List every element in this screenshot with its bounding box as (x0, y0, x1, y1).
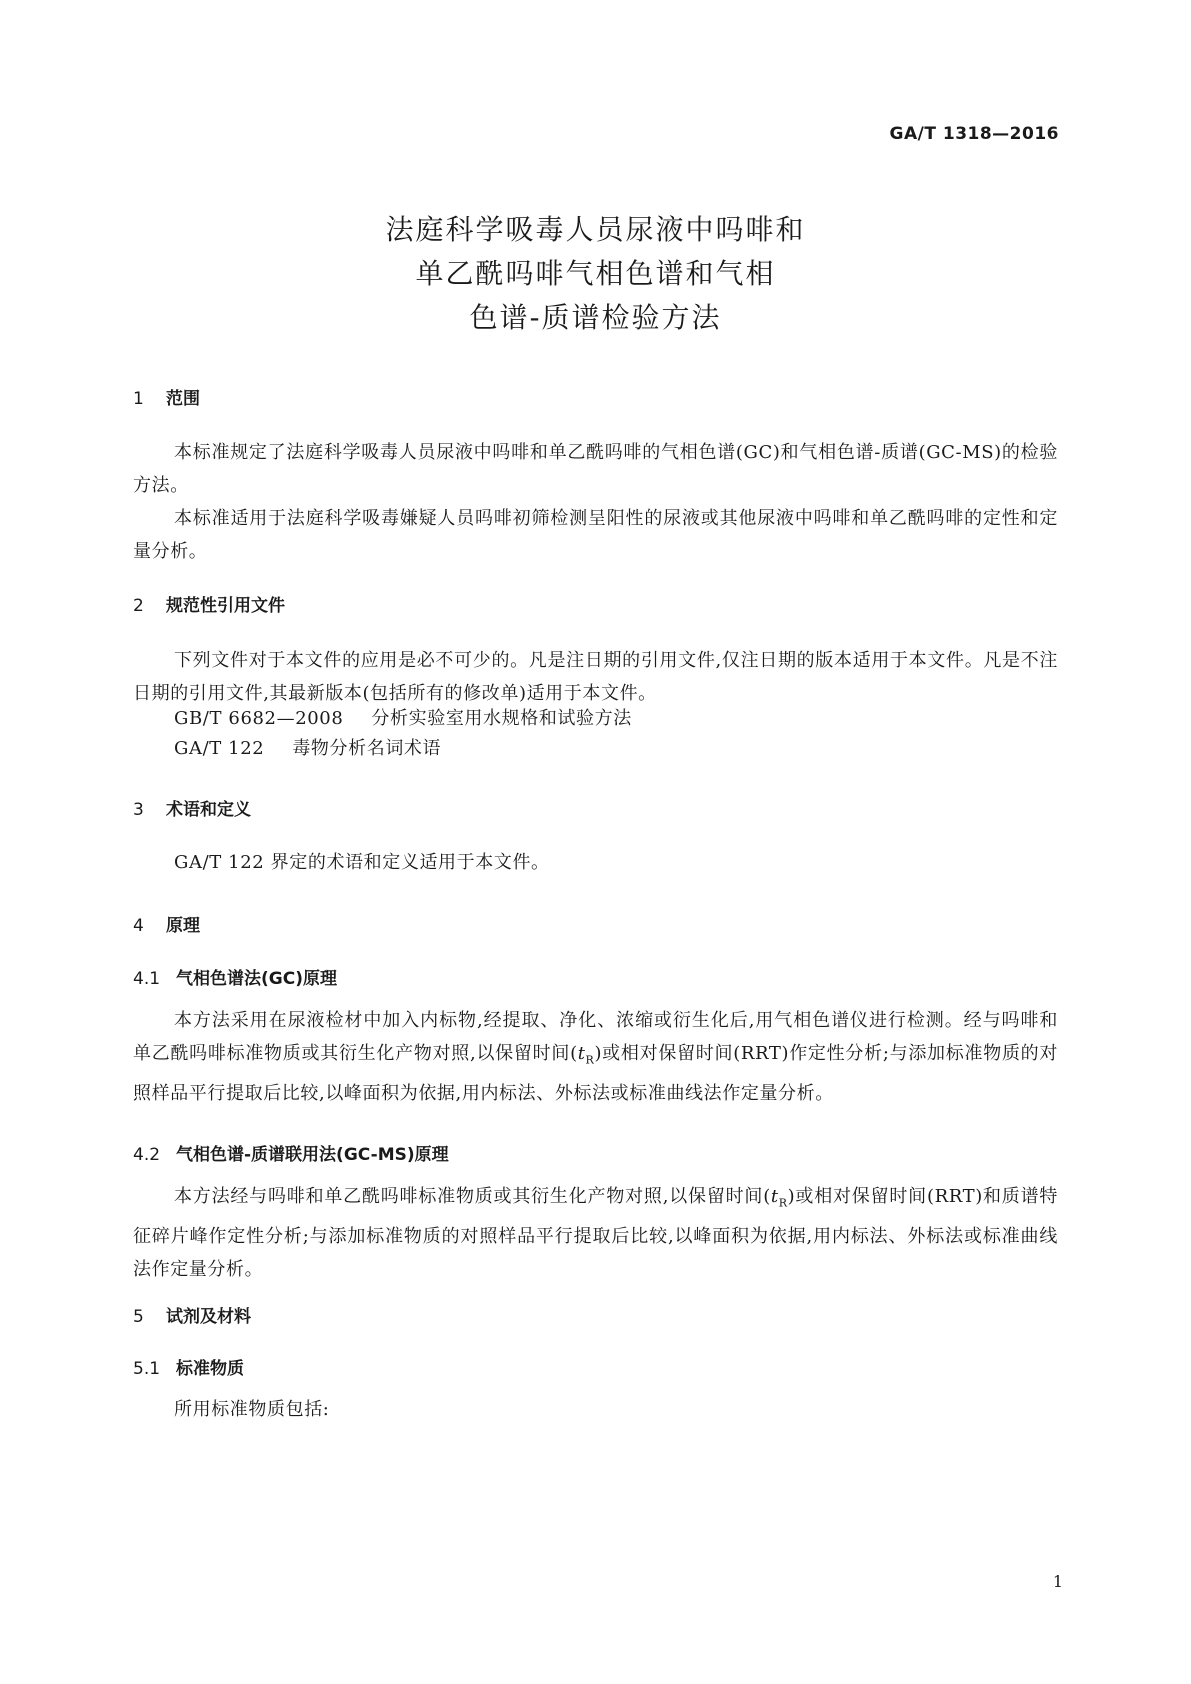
subsection-number: 4.1 (133, 969, 161, 989)
section-title: 规范性引用文件 (166, 596, 285, 616)
section-number: 5 (133, 1307, 144, 1327)
section-2-paragraph-1: 下列文件对于本文件的应用是必不可少的。凡是注日期的引用文件,仅注日期的版本适用于本文件。凡是不注日期的引用文件,其最新版本(包括所有的修改单)适用于本文件。 (133, 650, 1058, 704)
subsection-4-1-paragraph: 本方法采用在尿液检材中加入内标物,经提取、净化、浓缩或衍生化后,用气相色谱仪进行检测。经与吗啡和单乙酰吗啡标准物质或其衍生化产物对照,以保留时间$(t_R)$或相对保留时间(RRT)作定性分析;与添加标准物质的对照样品平行提取后比较,以峰面积为依据,用内标法、外标法或标准曲线法作定量分析。 (133, 1010, 1058, 1104)
reference-item (174, 702, 632, 735)
section-number: 4 (133, 916, 144, 936)
section-4-heading (133, 911, 200, 936)
section-title: 原理 (166, 916, 200, 936)
subsection-title: 气相色谱法(GC)原理 (176, 969, 337, 989)
retention-time-symbol: t (577, 1043, 586, 1064)
section-3-heading (133, 795, 251, 820)
section-3-paragraph-1: GA/T 122 界定的术语和定义适用于本文件。 (174, 852, 550, 873)
subsection-5-1-heading (133, 1354, 244, 1379)
reference-title: 毒物分析名词术语 (292, 738, 442, 759)
retention-time-subscript: R (585, 1053, 595, 1067)
reference-item (174, 732, 441, 765)
reference-code: GB/T 6682—2008 (174, 708, 344, 729)
subsection-4-2-heading (133, 1140, 449, 1165)
title-line-3: 色谱-质谱检验方法 (469, 301, 722, 334)
reference-code: GA/T 122 (174, 738, 265, 759)
section-1-paragraph-1: 本标准规定了法庭科学吸毒人员尿液中吗啡和单乙酰吗啡的气相色谱(GC)和气相色谱-质谱(GC-MS)的检验方法。 (133, 442, 1058, 496)
page-number: 1 (1052, 1572, 1063, 1591)
subsection-number: 5.1 (133, 1359, 161, 1379)
standard-number: GA/T 1318—2016 (889, 124, 1059, 144)
title-line-1: 法庭科学吸毒人员尿液中吗啡和 (385, 213, 806, 246)
subsection-number: 4.2 (133, 1145, 161, 1165)
section-2-heading (133, 591, 285, 616)
section-title: 术语和定义 (166, 800, 251, 820)
subsection-4-1-heading (133, 964, 337, 989)
subsection-title: 气相色谱-质谱联用法(GC-MS)原理 (176, 1145, 449, 1165)
section-title: 试剂及材料 (166, 1307, 251, 1327)
section-1-heading (133, 384, 200, 409)
title-line-2: 单乙酰吗啡气相色谱和气相 (415, 257, 776, 290)
section-number: 2 (133, 596, 144, 616)
document-title (0, 208, 1191, 340)
section-number: 1 (133, 389, 144, 409)
subsection-4-2-paragraph: 本方法经与吗啡和单乙酰吗啡标准物质或其衍生化产物对照,以保留时间$(t_R)$或相对保留时间(RRT)和质谱特征碎片峰作定性分析;与添加标准物质的对照样品平行提取后比较,以峰面积为依据,用内标法、外标法或标准曲线法作定量分析。 (133, 1186, 1058, 1280)
reference-title: 分析实验室用水规格和试验方法 (371, 708, 632, 729)
section-title: 范围 (166, 389, 200, 409)
retention-time-symbol: t (770, 1186, 779, 1207)
retention-time-subscript: R (778, 1196, 788, 1210)
section-number: 3 (133, 800, 144, 820)
subsection-title: 标准物质 (176, 1359, 244, 1379)
section-5-heading (133, 1302, 251, 1327)
subsection-5-1-paragraph: 所用标准物质包括: (174, 1399, 330, 1420)
section-1-paragraph-2: 本标准适用于法庭科学吸毒嫌疑人员吗啡初筛检测呈阳性的尿液或其他尿液中吗啡和单乙酰吗啡的定性和定量分析。 (133, 508, 1058, 562)
